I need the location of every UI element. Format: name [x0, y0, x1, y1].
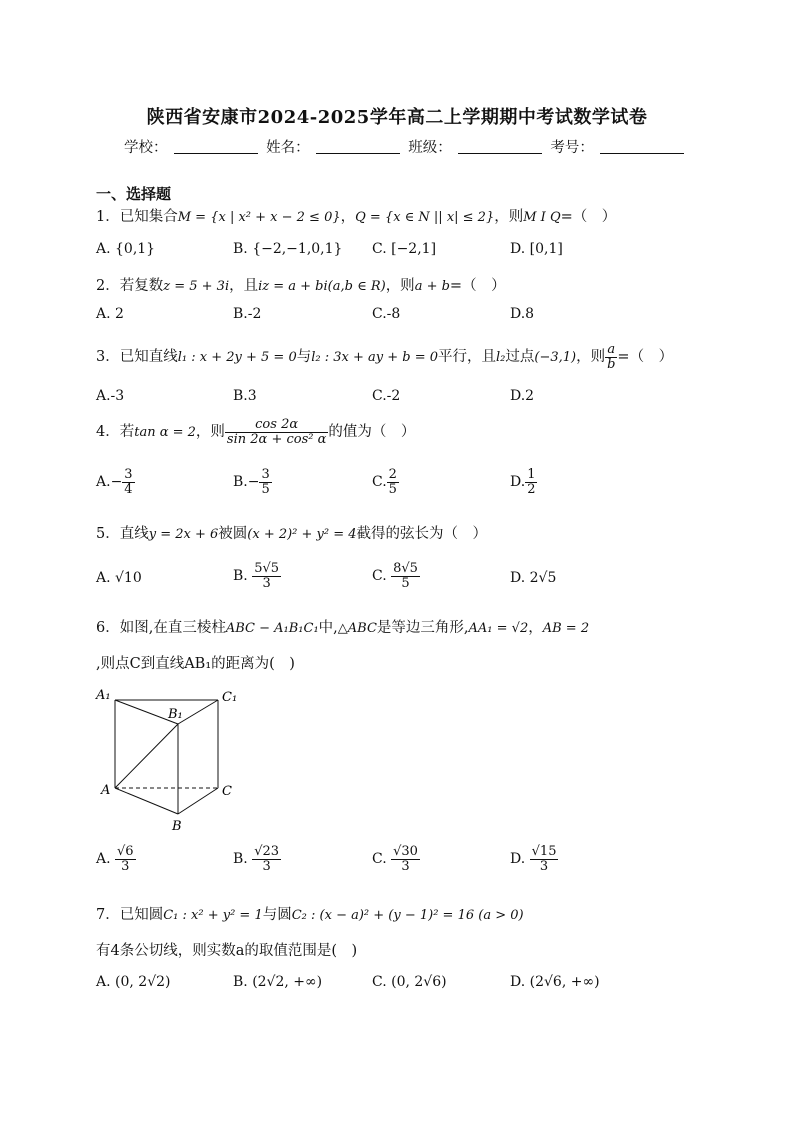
question-7 — [96, 903, 524, 924]
q1-math-q: Q = {x ∈ N || x| ≤ 2} — [355, 210, 495, 225]
q6-mid: 中, — [318, 620, 338, 636]
q4-c-den: 5 — [388, 481, 397, 497]
q6-option-c[interactable] — [372, 845, 420, 873]
q4-option-a[interactable] — [96, 468, 135, 496]
question-6 — [96, 616, 589, 637]
q5-a-value: √10 — [115, 570, 142, 586]
q5-stem-prefix: 5．直线 — [96, 526, 149, 542]
question-4 — [96, 418, 415, 446]
q6-a-den: 3 — [121, 858, 130, 874]
q3-option-c[interactable]: C.-2 — [372, 388, 401, 404]
q6-option-a[interactable] — [96, 845, 136, 873]
q2-stem-prefix: 2．若复数 — [96, 278, 164, 294]
label-c1: C₁ — [222, 690, 238, 705]
q4-a-sign: − — [110, 474, 123, 491]
q6-c-label: C. — [372, 851, 387, 868]
q5-c-frac — [391, 562, 420, 590]
label-a1: A₁ — [96, 688, 111, 703]
q4-d-den: 2 — [527, 481, 536, 497]
section-title: 一、选择题 — [96, 185, 172, 203]
q1-option-d[interactable]: D. [0,1] — [510, 241, 563, 257]
q7-option-b[interactable]: B. (2√2, +∞) — [233, 974, 323, 990]
q5-c-den: 5 — [401, 575, 410, 591]
q5-mid: 被圆 — [218, 526, 248, 542]
q4-d-frac — [525, 468, 537, 496]
question-3 — [96, 343, 673, 371]
q2-option-c[interactable]: C.-8 — [372, 306, 401, 322]
q7-option-d[interactable]: D. (2√6, +∞) — [510, 974, 600, 990]
school-blank[interactable] — [174, 139, 258, 154]
q3-frac-num: a — [605, 343, 617, 358]
q5-a-label: A. — [96, 570, 111, 586]
q6-c-den: 3 — [401, 858, 410, 874]
q5-b-label: B. — [233, 568, 248, 585]
exam-title: 陕西省安康市2024-2025学年高二上学期期中考试数学试卷 — [146, 107, 648, 128]
q4-b-frac — [259, 468, 271, 496]
q2-mid: ，且 — [229, 278, 259, 294]
q2-option-a[interactable]: A. 2 — [96, 306, 124, 322]
class-blank[interactable] — [458, 139, 542, 154]
q5-option-b[interactable] — [233, 562, 281, 590]
q6-d-den: 3 — [539, 858, 549, 874]
exam-no-blank[interactable] — [600, 139, 684, 154]
q5-b-frac — [252, 562, 281, 590]
q3-mid: 与 — [296, 349, 312, 366]
q7-stem-prefix: 7．已知圆 — [96, 907, 164, 923]
q5-c-label: C. — [372, 568, 387, 585]
q4-fraction — [225, 418, 328, 446]
q4-option-b[interactable] — [233, 468, 272, 496]
label-c: C — [222, 784, 232, 799]
q4-b-den: 5 — [261, 481, 270, 497]
q3-math-l2b: l₂ — [496, 350, 506, 366]
q5-b-num: 5√5 — [254, 561, 280, 576]
q5-math-circle: (x + 2)² + y² = 4 — [247, 527, 357, 542]
q6-mid2: 是等边三角形, — [376, 620, 469, 636]
q3-option-d[interactable]: D.2 — [510, 388, 535, 404]
q7-math-c1: C₁ : x² + y² = 1 — [163, 908, 263, 923]
q4-c-frac — [387, 468, 399, 496]
q3-option-b[interactable]: B.3 — [233, 388, 257, 404]
q6-b-frac — [252, 845, 281, 873]
q4-a-frac — [122, 468, 134, 496]
q6-a-label: A. — [96, 851, 111, 868]
q5-stem-suffix: 截得的弦长为（ ） — [356, 526, 488, 542]
q4-b-label: B. — [233, 474, 248, 491]
q2-option-d[interactable]: D.8 — [510, 306, 535, 322]
q2-mid2: ，则 — [385, 278, 415, 294]
question-5 — [96, 522, 487, 543]
q1-stem-suffix: =（ ） — [560, 209, 617, 225]
q6-b-num: √23 — [254, 844, 280, 859]
q4-mid: ，则 — [195, 424, 225, 441]
q4-option-c[interactable] — [372, 468, 399, 496]
q5-b-den: 3 — [262, 575, 271, 591]
q6-math-prism: ABC − A₁B₁C₁ — [225, 621, 319, 636]
q4-b-sign: − — [247, 474, 260, 491]
q6-d-num: √15 — [531, 844, 557, 859]
label-b1: B₁ — [168, 707, 183, 722]
q6-option-b[interactable] — [233, 845, 281, 873]
q2-math-ab: a + b — [414, 279, 450, 294]
q7-option-a[interactable]: A. (0, 2√2) — [96, 974, 171, 990]
q6-a-frac — [115, 845, 136, 873]
q3-math-point: (−3,1) — [534, 350, 577, 366]
name-blank[interactable] — [316, 139, 400, 154]
question-2 — [96, 274, 506, 295]
q3-math-l2: l₂ : 3x + ay + b = 0 — [311, 350, 438, 366]
q3-stem-prefix: 3．已知直线 — [96, 349, 178, 366]
student-info-line — [124, 136, 688, 157]
q3-math-l1: l₁ : x + 2y + 5 = 0 — [177, 350, 297, 366]
q3-mid3: 过点 — [505, 349, 535, 366]
q4-d-label: D. — [510, 474, 526, 491]
q1-mid: ， — [340, 209, 356, 225]
q1-math-mq: M I Q — [523, 210, 561, 225]
q5-math-line: y = 2x + 6 — [148, 527, 219, 542]
q4-c-label: C. — [372, 474, 387, 491]
q1-math-m: M = {x | x² + x − 2 ≤ 0} — [177, 210, 341, 225]
q4-a-den: 4 — [124, 481, 133, 497]
q7-option-c[interactable]: C. (0, 2√6) — [372, 974, 447, 990]
class-label: 班级： — [408, 140, 452, 156]
q6-b-label: B. — [233, 851, 248, 868]
q7-line2: 有4条公切线，则实数a的取值范围是( ) — [96, 943, 358, 959]
q6-line2: ,则点C到直线AB₁的距离为( ) — [96, 656, 295, 672]
q4-option-d[interactable] — [510, 468, 537, 496]
q1-option-a[interactable]: A. {0,1} — [96, 241, 156, 257]
label-a: A — [101, 783, 111, 798]
q2-math-iz: iz = a + bi(a,b ∈ R) — [258, 279, 386, 294]
q5-option-d[interactable] — [510, 570, 556, 586]
q5-d-value: 2√5 — [529, 570, 557, 586]
q6-d-label: D. — [510, 851, 526, 868]
exam-no-label: 考号： — [550, 140, 594, 156]
q1-option-b[interactable]: B. {−2,−1,0,1} — [233, 241, 343, 257]
q3-mid2: 平行，且 — [438, 349, 496, 366]
q3-stem-suffix: =（ ） — [617, 349, 674, 366]
q6-math-triangle: △ABC — [337, 621, 377, 636]
q6-b-den: 3 — [262, 858, 271, 874]
q3-fraction — [605, 343, 617, 371]
q2-option-b[interactable]: B.-2 — [233, 306, 262, 322]
q7-mid: 与圆 — [262, 907, 292, 923]
q3-option-a[interactable]: A.-3 — [96, 388, 125, 404]
prism-figure — [92, 682, 252, 834]
q6-mid3: ， — [528, 620, 543, 636]
q2-math-z: z = 5 + 3i — [163, 279, 230, 294]
question-1 — [96, 205, 616, 226]
q6-d-frac — [530, 845, 559, 873]
q4-frac-num: cos 2α — [225, 418, 328, 433]
q4-math-tan: tan α = 2 — [134, 425, 196, 441]
q6-c-frac — [391, 845, 420, 873]
q1-option-c[interactable]: C. [−2,1] — [372, 241, 437, 257]
q2-stem-suffix: =（ ） — [449, 278, 506, 294]
q5-c-num: 8√5 — [393, 561, 418, 576]
q5-option-a[interactable] — [96, 570, 142, 586]
school-label: 学校： — [124, 140, 168, 156]
q6-a-num: √6 — [117, 844, 134, 859]
q4-frac-den: sin 2α + cos² α — [226, 431, 327, 447]
q6-option-d[interactable] — [510, 845, 558, 873]
q6-math-ab: AB = 2 — [542, 621, 590, 636]
q4-stem-suffix: 的值为（ ） — [328, 424, 416, 441]
q7-math-c2: C₂ : (x − a)² + (y − 1)² = 16 (a > 0) — [291, 908, 524, 923]
label-b: B — [172, 819, 182, 834]
name-label: 姓名： — [266, 140, 310, 156]
q4-c-num: 2 — [388, 467, 397, 482]
q6-stem-prefix: 6．如图,在直三棱柱 — [96, 620, 226, 636]
q4-d-num: 1 — [527, 467, 536, 482]
q3-frac-den: b — [607, 356, 616, 372]
q1-mid2: ，则 — [494, 209, 524, 225]
q5-option-c[interactable] — [372, 562, 420, 590]
q4-a-num: 3 — [124, 467, 133, 482]
q4-a-label: A. — [96, 474, 111, 491]
q4-b-num: 3 — [261, 467, 270, 482]
q4-stem-prefix: 4．若 — [96, 424, 135, 441]
q5-d-label: D. — [510, 570, 526, 586]
q1-stem-prefix: 1．已知集合 — [96, 209, 178, 225]
q6-c-num: √30 — [393, 844, 418, 859]
q6-math-aa1: AA₁ = √2 — [468, 621, 529, 636]
q3-mid4: ，则 — [576, 349, 606, 366]
